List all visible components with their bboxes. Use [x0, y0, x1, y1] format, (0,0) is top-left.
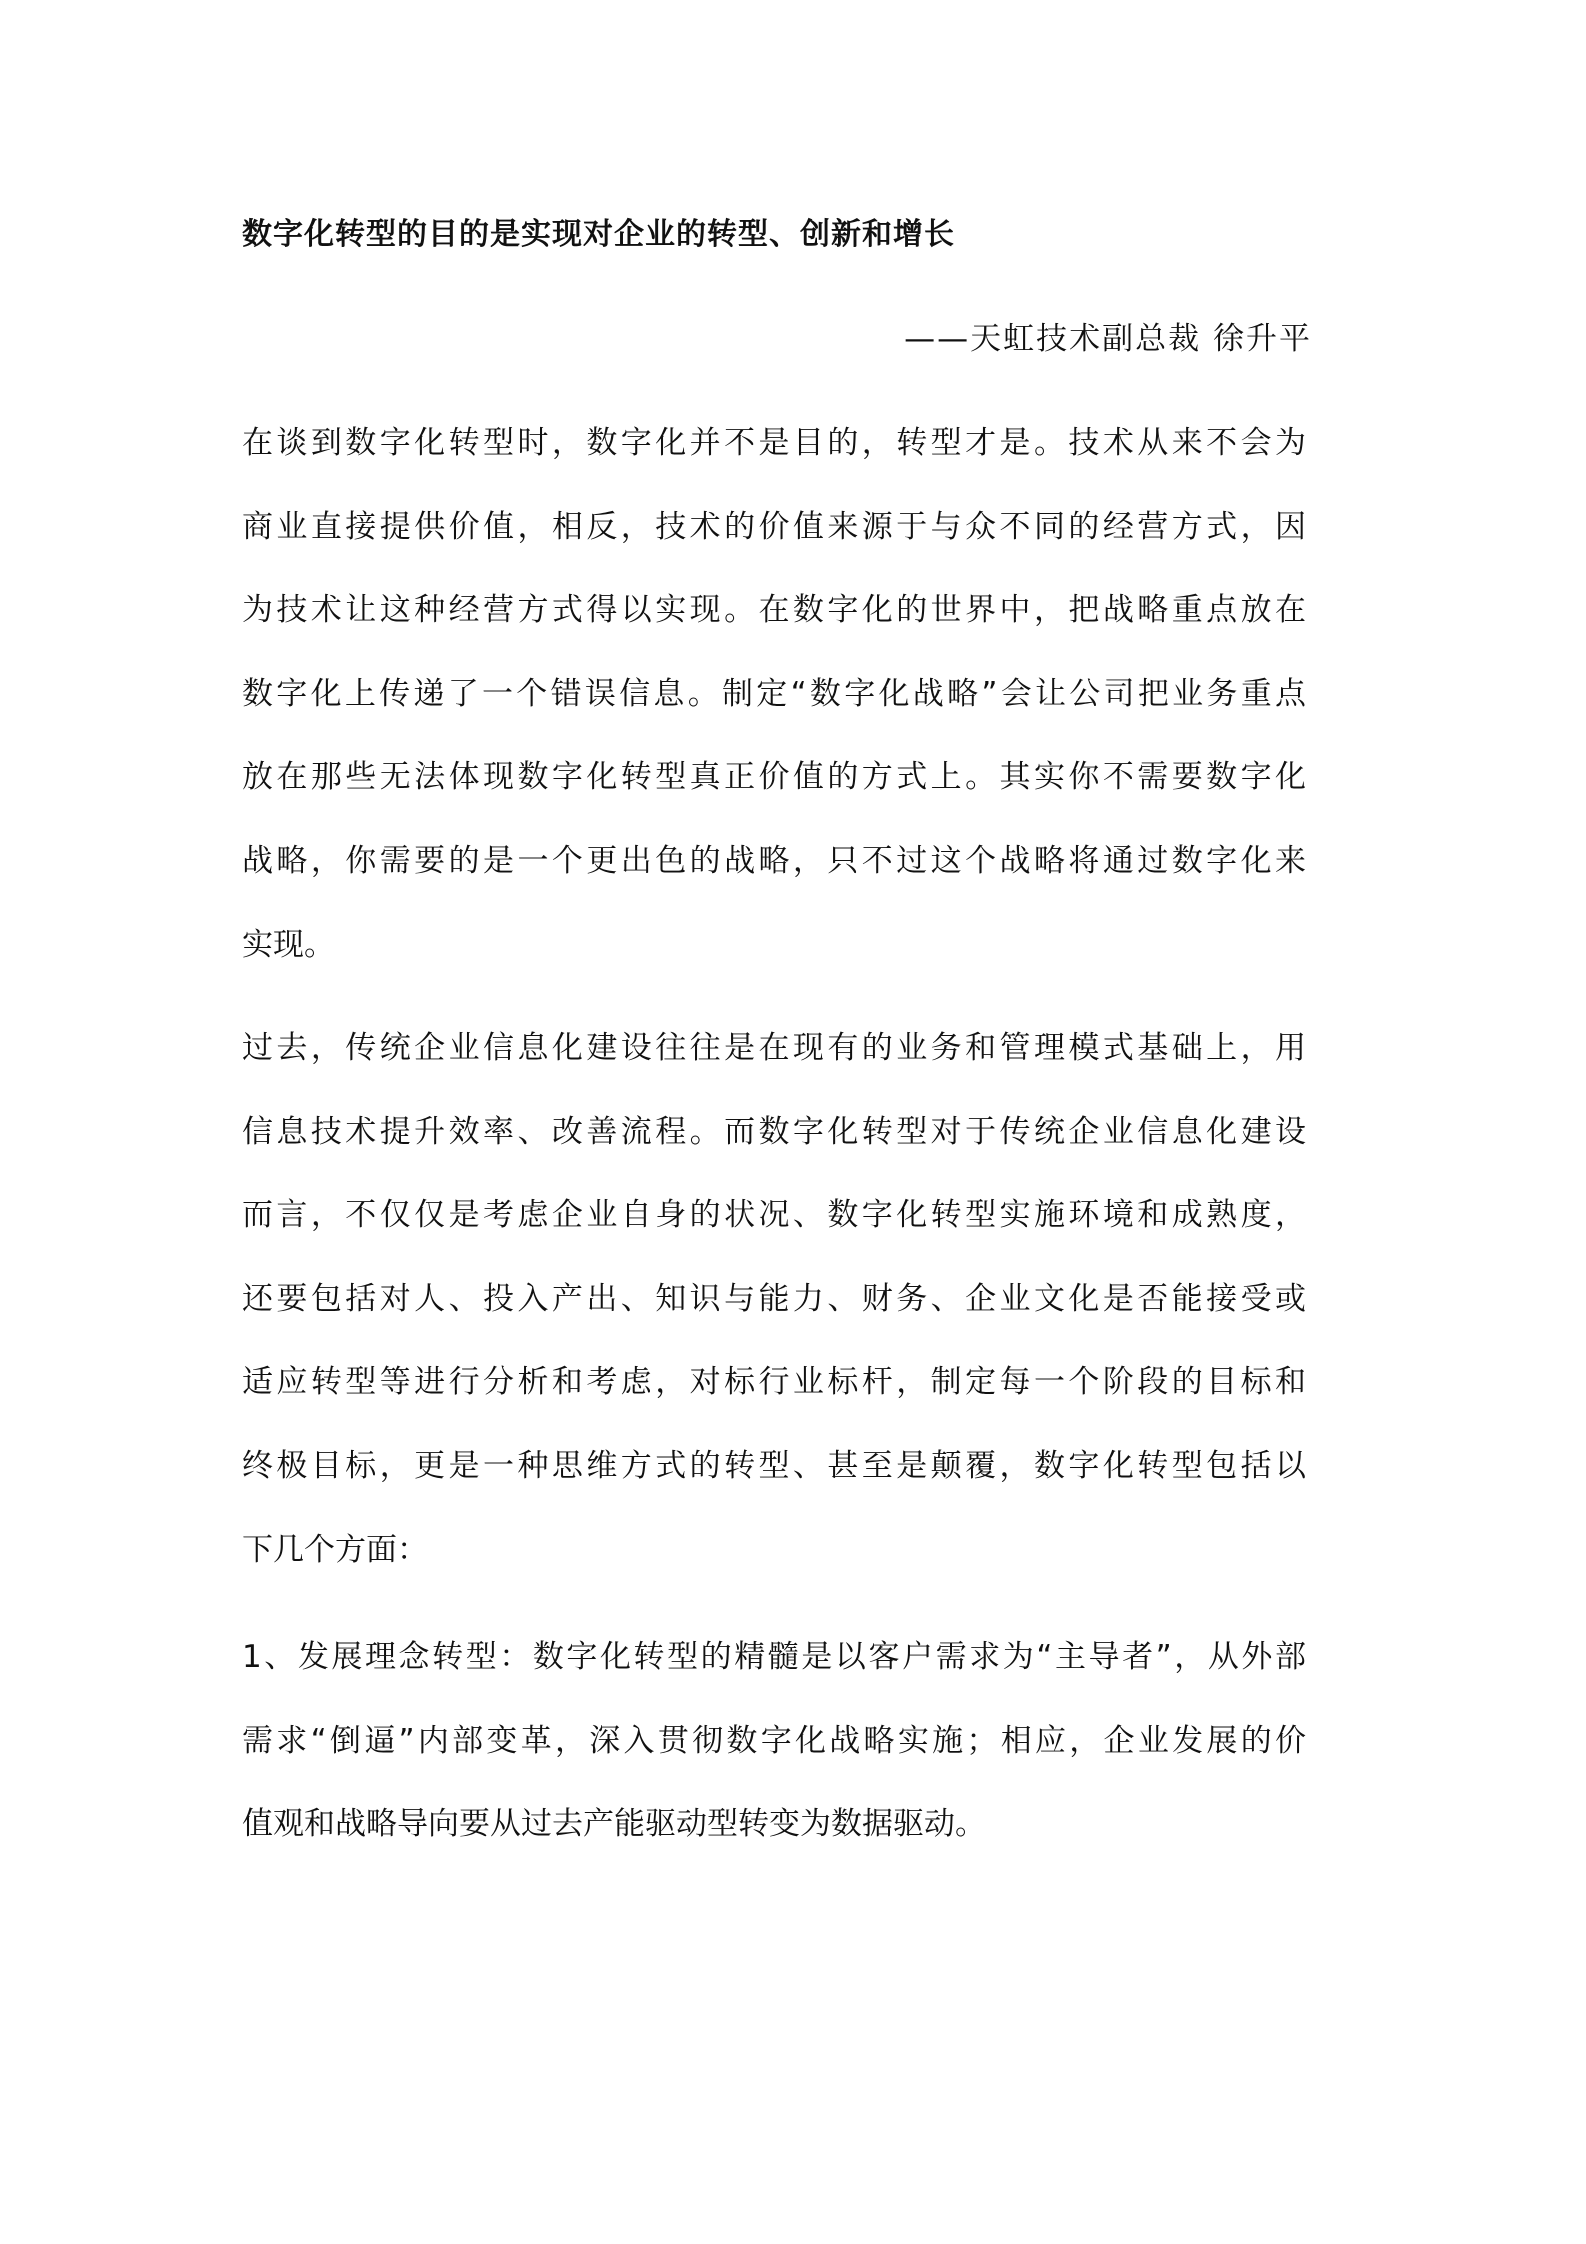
paragraph-2-line: 终极目标，更是一种思维方式的转型、甚至是颠覆，数字化转型包括以: [242, 1448, 1306, 1484]
paragraph-3-line: 值观和战略导向要从过去产能驱动型转变为数据驱动。: [242, 1806, 986, 1843]
paragraph-2-line: 适应转型等进行分析和考虑，对标行业标杆，制定每一个阶段的目标和: [242, 1364, 1306, 1401]
paragraph-1-line: 战略，你需要的是一个更出色的战略，只不过这个战略将通过数字化来: [242, 843, 1306, 879]
paragraph-2-line: 下几个方面：: [242, 1531, 428, 1568]
paragraph-1-line: 放在那些无法体现数字化转型真正价值的方式上。其实你不需要数字化: [242, 759, 1306, 796]
paragraph-2-line: 过去，传统企业信息化建设往往是在现有的业务和管理模式基础上，用: [242, 1030, 1306, 1066]
paragraph-3-line: 1、发展理念转型：数字化转型的精髓是以客户需求为“主导者”，从外部: [242, 1639, 1306, 1675]
paragraph-1-line: 为技术让这种经营方式得以实现。在数字化的世界中，把战略重点放在: [242, 592, 1306, 629]
paragraph-1-line: 实现。: [242, 926, 335, 963]
paragraph-2-line: 还要包括对人、投入产出、知识与能力、财务、企业文化是否能接受或: [242, 1280, 1306, 1317]
paragraph-3-line: 需求“倒逼”内部变革，深入贯彻数字化战略实施；相应，企业发展的价: [242, 1722, 1306, 1759]
document-title: 数字化转型的目的是实现对企业的转型、创新和增长: [242, 217, 955, 252]
paragraph-1-line: 在谈到数字化转型时，数字化并不是目的，转型才是。技术从来不会为: [242, 425, 1306, 461]
paragraph-1-line: 数字化上传递了一个错误信息。制定“数字化战略”会让公司把业务重点: [242, 675, 1306, 712]
paragraph-2-line: 而言，不仅仅是考虑企业自身的状况、数字化转型实施环境和成熟度，: [242, 1197, 1306, 1234]
paragraph-1-line: 商业直接提供价值，相反，技术的价值来源于与众不同的经营方式，因: [242, 508, 1306, 545]
paragraph-2-line: 信息技术提升效率、改善流程。而数字化转型对于传统企业信息化建设: [242, 1113, 1306, 1150]
byline: ——天虹技术副总裁 徐升平: [904, 321, 1312, 357]
